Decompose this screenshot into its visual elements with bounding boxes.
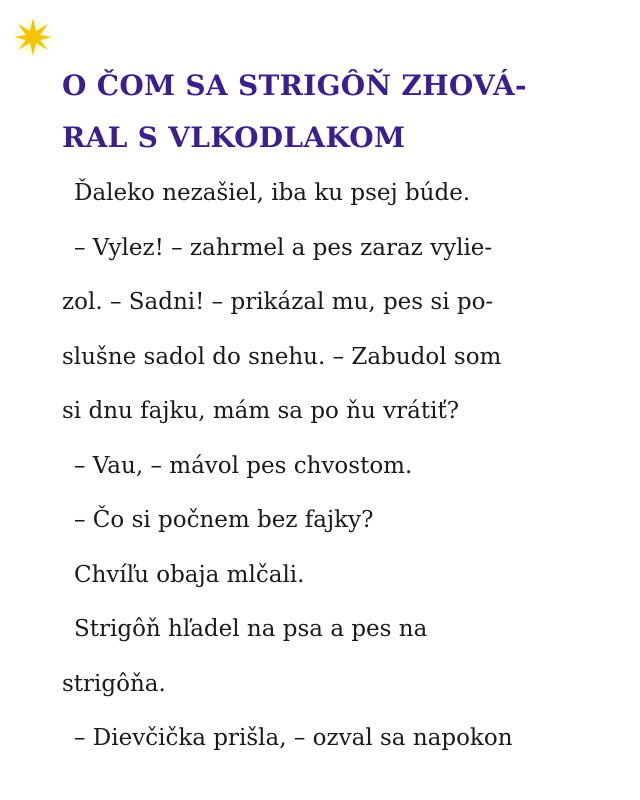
chapter-title-line: O ČOM SA STRIGÔŇ ZHOVÁ-: [62, 69, 527, 102]
text-line: strigôňa.: [62, 670, 166, 697]
star-icon: [10, 14, 56, 60]
text-line: si dnu fajku, mám sa po ňu vrátiť?: [62, 398, 460, 424]
text-line: – Čo si počnem bez fajky?: [74, 507, 374, 533]
text-line: Strigôň hľadel na psa a pes na: [74, 616, 428, 642]
chapter-title: [62, 60, 622, 164]
text-line: slušne sadol do snehu. – Zabudol som: [62, 343, 502, 370]
chapter-title-line: RAL S VLKODLAKOM: [62, 121, 406, 154]
text-line: Chvíľu obaja mlčali.: [74, 561, 305, 588]
text-line: – Vylez! – zahrmel a pes zaraz vylie-: [74, 234, 493, 261]
text-line: – Dievčička prišla, – ozval sa napokon: [74, 725, 513, 751]
text-line: – Vau, – mávol pes chvostom.: [74, 452, 413, 479]
story-text: [62, 166, 622, 766]
text-line: Ďaleko nezašiel, iba ku psej búde.: [74, 180, 471, 206]
text-line: zol. – Sadni! – prikázal mu, pes si po-: [62, 289, 494, 315]
